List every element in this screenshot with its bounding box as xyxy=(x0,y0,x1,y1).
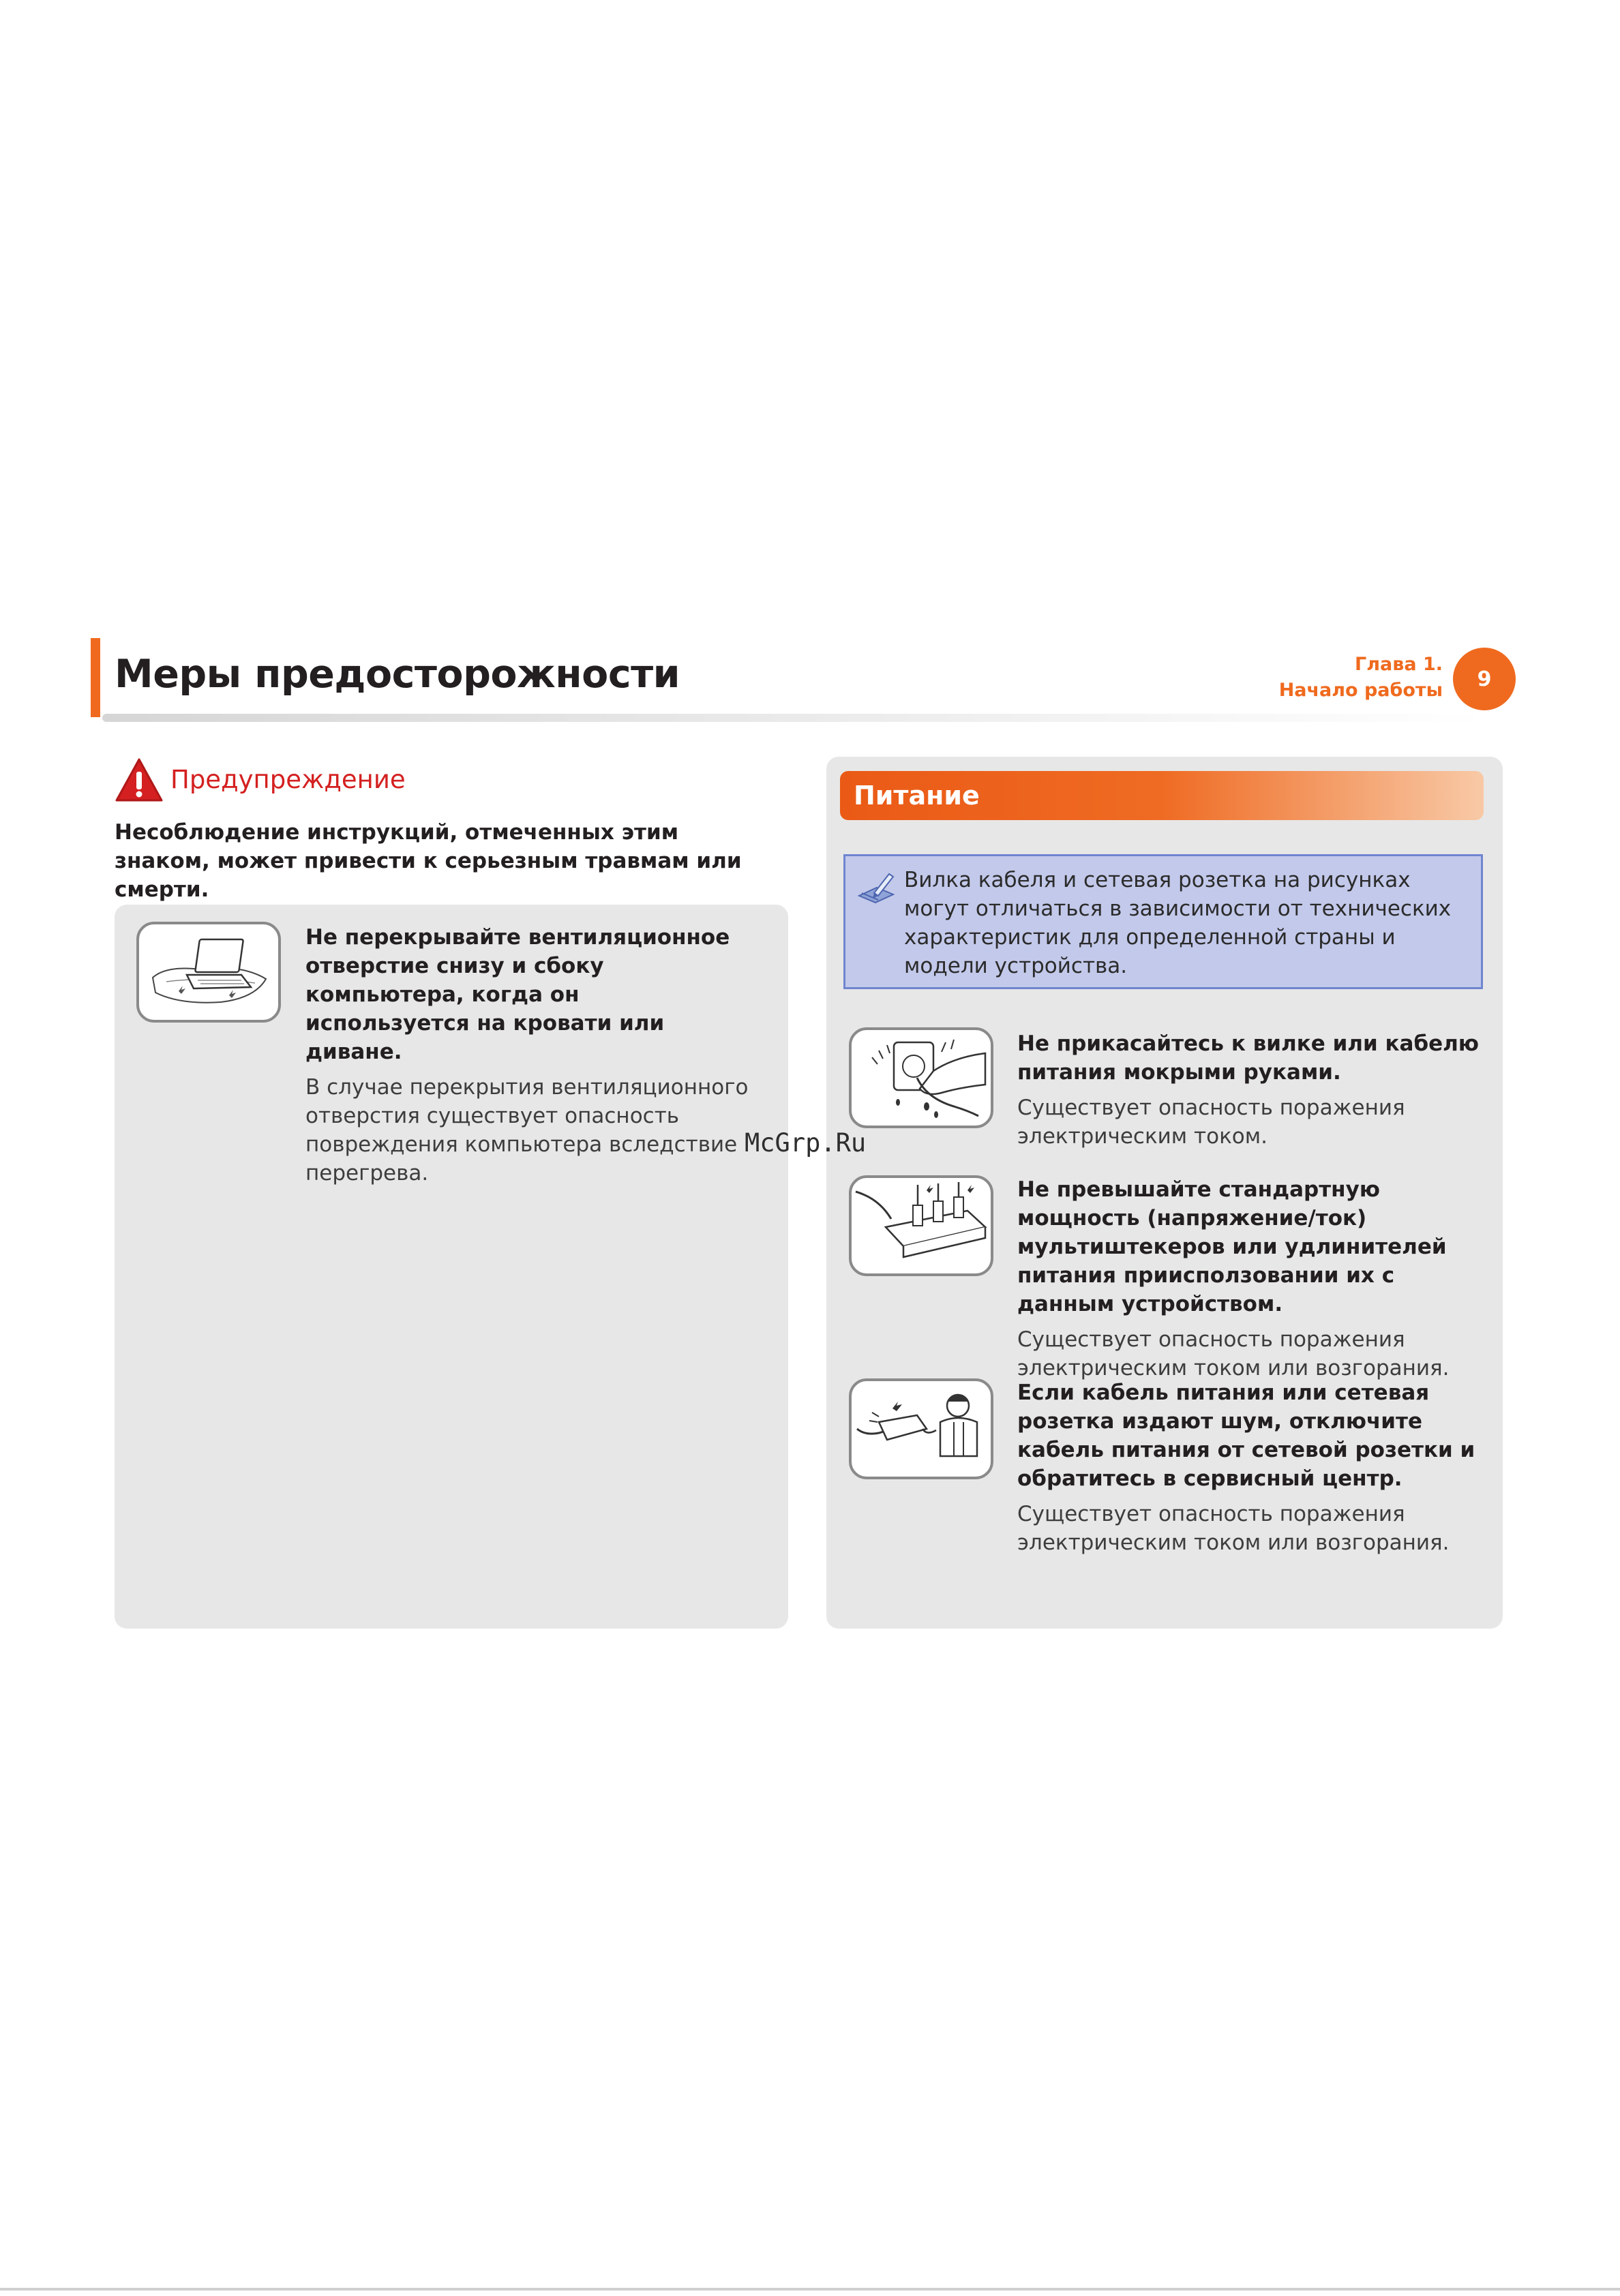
power-item-3-text: Существует опасность поражения электрическим током или возгорания. xyxy=(1017,1502,1450,1555)
power-item-3-title: Если кабель питания или сетевая розетка издают шум, отключите кабель питания от сетевой розетки и обратитесь в сервисный центр. xyxy=(1017,1380,1475,1491)
power-section-header xyxy=(840,771,1484,820)
power-item-2-title: Не превышайте стандартную мощность (напряжение/ток) мультиштекеров или удлинителей питания приисползовании их с данным устройством. xyxy=(1017,1177,1447,1316)
page-title: Меры предосторожности xyxy=(115,652,680,697)
power-section-title: Питание xyxy=(854,781,980,811)
wet-hand-plug-illustration xyxy=(849,1027,993,1128)
chapter-label xyxy=(1279,652,1443,704)
warning-description: Несоблюдение инструкций, отмеченных этим знаком, может привести к серьезным травмам или смерти. xyxy=(115,820,742,902)
warning-item-title: Не перекрывайте вентиляционное отверстие снизу и сбоку компьютера, когда он используется на кровати или диване. xyxy=(305,925,730,1064)
warning-triangle-icon xyxy=(115,757,164,803)
power-item-3 xyxy=(1017,1378,1488,1557)
header-divider xyxy=(102,714,1486,722)
page-number-badge: 9 xyxy=(1453,648,1516,710)
title-accent-bar xyxy=(91,638,100,717)
warning-item xyxy=(305,923,749,1188)
watermark-text: McGrp.Ru xyxy=(745,1128,867,1158)
noisy-outlet-illustration xyxy=(849,1378,993,1479)
power-item-1 xyxy=(1017,1029,1488,1151)
chapter-number: Глава 1. xyxy=(1355,654,1443,675)
note-box xyxy=(843,854,1483,989)
page-bottom-rule xyxy=(0,2288,1620,2291)
power-item-1-title: Не прикасайтесь к вилке или кабелю питания мокрыми руками. xyxy=(1017,1031,1479,1085)
power-item-2-text: Существует опасность поражения электрическим током или возгорания. xyxy=(1017,1327,1450,1380)
power-strip-illustration xyxy=(849,1175,993,1276)
note-text: Вилка кабеля и сетевая розетка на рисунках могут отличаться в зависимости от технических характеристик для определенной страны и модели устройства. xyxy=(904,868,1452,978)
chapter-title: Начало работы xyxy=(1278,680,1443,701)
warning-title: Предупреждение xyxy=(170,765,406,794)
note-pencil-icon xyxy=(855,868,897,907)
laptop-on-bed-illustration xyxy=(136,922,281,1023)
warning-item-text: В случае перекрытия вентиляционного отверстия существует опасность повреждения компьютера вследствие перегрева. xyxy=(305,1075,749,1185)
power-item-2 xyxy=(1017,1175,1488,1383)
power-item-1-text: Существует опасность поражения электрическим током. xyxy=(1017,1096,1405,1149)
